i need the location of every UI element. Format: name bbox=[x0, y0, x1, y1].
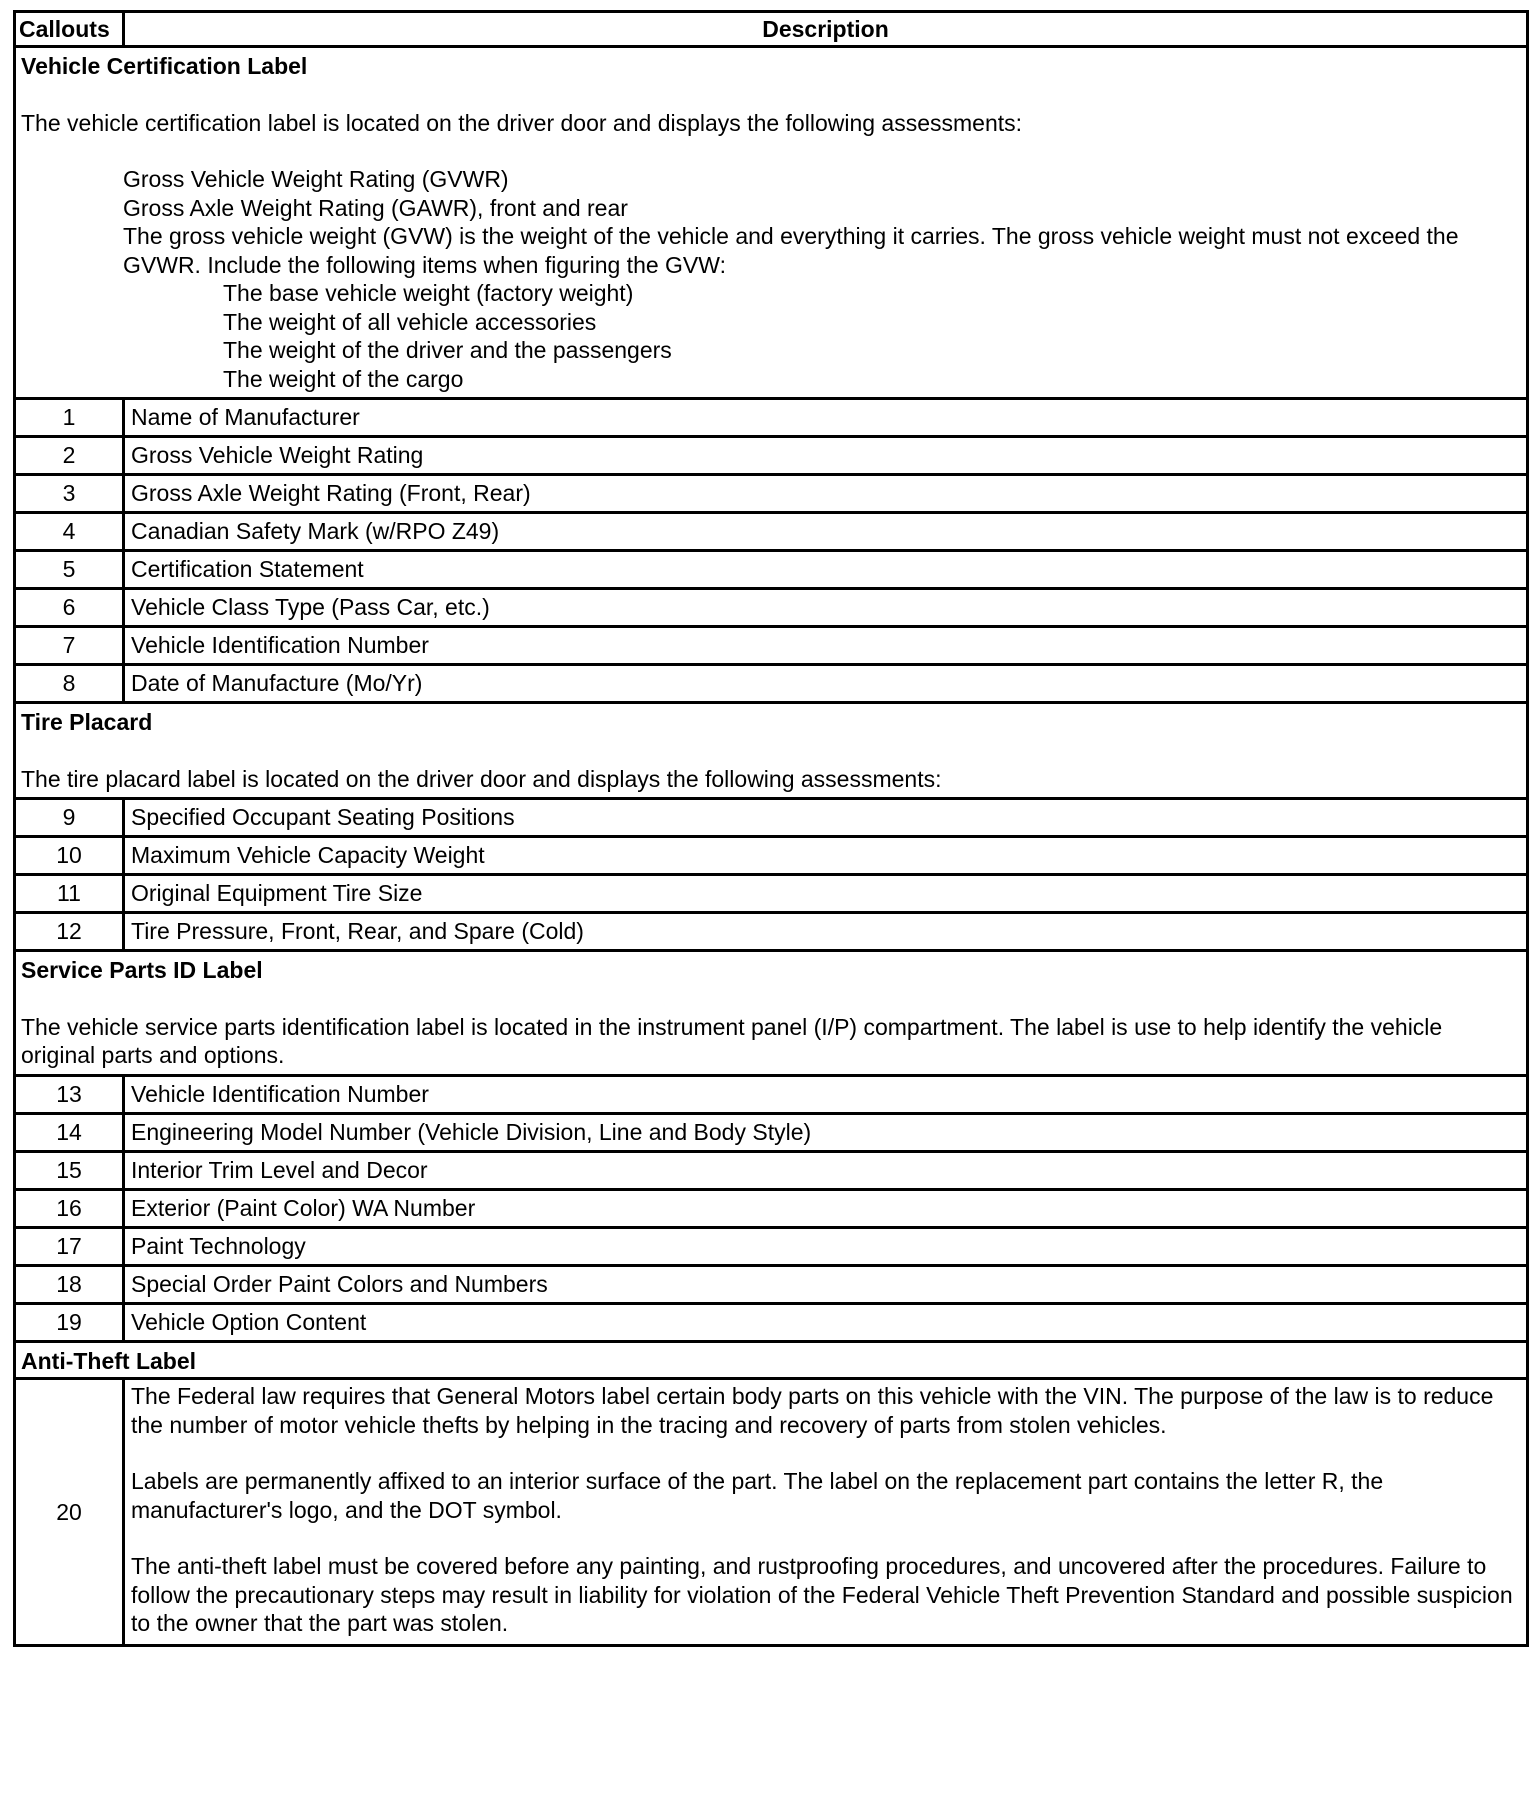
anti-theft-paragraph: The anti-theft label must be covered before any painting, and rustproofing procedures, and uncovered after the procedures. Failure to follow the precautionary steps may result in liability for violation of the Federal Vehicle Theft Prevention Standard and possible suspicion to the owner that the part was stolen. bbox=[131, 1553, 1513, 1636]
callout-number: 18 bbox=[15, 1265, 124, 1303]
assessment-list bbox=[21, 165, 1522, 279]
sublist-item: The base vehicle weight (factory weight) bbox=[223, 280, 634, 306]
callout-description: Specified Occupant Seating Positions bbox=[124, 799, 1528, 837]
section-row-anti-theft bbox=[15, 1341, 1528, 1379]
callout-table bbox=[13, 10, 1529, 1647]
table-row bbox=[15, 1303, 1528, 1341]
anti-theft-paragraph: The Federal law requires that General Motors label certain body parts on this vehicle with the VIN. The purpose of the law is to reduce the number of motor vehicle thefts by helping in the tracing and recovery of parts from stolen vehicles. bbox=[131, 1383, 1494, 1438]
table-row bbox=[15, 399, 1528, 437]
callout-number: 14 bbox=[15, 1113, 124, 1151]
callout-description: Vehicle Identification Number bbox=[124, 627, 1528, 665]
callout-description: Date of Manufacture (Mo/Yr) bbox=[124, 665, 1528, 703]
callout-number: 4 bbox=[15, 513, 124, 551]
section-cell-anti-theft bbox=[15, 1341, 1528, 1379]
table-row bbox=[15, 1227, 1528, 1265]
table-row bbox=[15, 665, 1528, 703]
callout-description: Vehicle Option Content bbox=[124, 1303, 1528, 1341]
table-row bbox=[15, 1113, 1528, 1151]
callout-number: 12 bbox=[15, 913, 124, 951]
table-row bbox=[15, 1379, 1528, 1646]
callout-description: Vehicle Class Type (Pass Car, etc.) bbox=[124, 589, 1528, 627]
section-title: Service Parts ID Label bbox=[21, 957, 263, 983]
callout-number: 7 bbox=[15, 627, 124, 665]
table-row bbox=[15, 799, 1528, 837]
callout-description: Special Order Paint Colors and Numbers bbox=[124, 1265, 1528, 1303]
table-row bbox=[15, 1265, 1528, 1303]
section-title: Anti-Theft Label bbox=[21, 1347, 197, 1374]
callout-description: Maximum Vehicle Capacity Weight bbox=[124, 837, 1528, 875]
callout-description: Vehicle Identification Number bbox=[124, 1075, 1528, 1113]
callout-description: Paint Technology bbox=[124, 1227, 1528, 1265]
gvw-sublist bbox=[21, 279, 1522, 393]
callout-number: 3 bbox=[15, 475, 124, 513]
list-item: Gross Axle Weight Rating (GAWR), front and rear bbox=[123, 194, 628, 221]
callout-description: Tire Pressure, Front, Rear, and Spare (Cold) bbox=[124, 913, 1528, 951]
section-title: Vehicle Certification Label bbox=[21, 53, 308, 79]
callout-number: 16 bbox=[15, 1189, 124, 1227]
callout-description: Original Equipment Tire Size bbox=[124, 875, 1528, 913]
section-row-tire-placard bbox=[15, 703, 1528, 799]
table-row bbox=[15, 1189, 1528, 1227]
callout-description: Gross Axle Weight Rating (Front, Rear) bbox=[124, 475, 1528, 513]
callout-number: 10 bbox=[15, 837, 124, 875]
table-row bbox=[15, 1151, 1528, 1189]
callout-description: Name of Manufacturer bbox=[124, 399, 1528, 437]
table-row bbox=[15, 513, 1528, 551]
callout-number: 1 bbox=[15, 399, 124, 437]
callout-number: 13 bbox=[15, 1075, 124, 1113]
section-row-vehicle-certification bbox=[15, 47, 1528, 399]
column-header-description: Description bbox=[124, 12, 1528, 47]
section-cell-service-parts bbox=[15, 951, 1528, 1076]
table-row bbox=[15, 627, 1528, 665]
sublist-item: The weight of the cargo bbox=[223, 365, 464, 392]
callout-number: 20 bbox=[15, 1379, 124, 1646]
section-cell-tire-placard bbox=[15, 703, 1528, 799]
section-cell-vehicle-certification bbox=[15, 47, 1528, 399]
table-row bbox=[15, 589, 1528, 627]
callout-table-container bbox=[13, 10, 1529, 1647]
table-row bbox=[15, 837, 1528, 875]
table-row bbox=[15, 551, 1528, 589]
sublist-item: The weight of all vehicle accessories bbox=[223, 308, 597, 335]
section-row-service-parts bbox=[15, 951, 1528, 1076]
table-row bbox=[15, 437, 1528, 475]
callout-description: Gross Vehicle Weight Rating bbox=[124, 437, 1528, 475]
callout-description: Exterior (Paint Color) WA Number bbox=[124, 1189, 1528, 1227]
anti-theft-paragraph: Labels are permanently affixed to an interior surface of the part. The label on the replacement part contains the letter R, the manufacturer's logo, and the DOT symbol. bbox=[131, 1468, 1384, 1523]
section-intro: The vehicle certification label is located on the driver door and displays the following assessments: bbox=[21, 109, 1023, 136]
callout-description: Canadian Safety Mark (w/RPO Z49) bbox=[124, 513, 1528, 551]
callout-number: 19 bbox=[15, 1303, 124, 1341]
list-item: The gross vehicle weight (GVW) is the weight of the vehicle and everything it carries. The gross vehicle weight must not exceed the GVWR. Include the following items when figuring the GVW: bbox=[123, 223, 1459, 278]
callout-number: 15 bbox=[15, 1151, 124, 1189]
section-intro: The tire placard label is located on the driver door and displays the following assessments: bbox=[21, 765, 942, 792]
column-header-callouts: Callouts bbox=[15, 12, 124, 47]
section-title: Tire Placard bbox=[21, 709, 153, 735]
callout-description: Engineering Model Number (Vehicle Division, Line and Body Style) bbox=[124, 1113, 1528, 1151]
callout-description: Interior Trim Level and Decor bbox=[124, 1151, 1528, 1189]
callout-number: 5 bbox=[15, 551, 124, 589]
callout-number: 6 bbox=[15, 589, 124, 627]
list-item: Gross Vehicle Weight Rating (GVWR) bbox=[123, 166, 509, 192]
callout-number: 2 bbox=[15, 437, 124, 475]
table-row bbox=[15, 913, 1528, 951]
table-row bbox=[15, 1075, 1528, 1113]
table-row bbox=[15, 475, 1528, 513]
callout-number: 11 bbox=[15, 875, 124, 913]
table-header-row bbox=[15, 12, 1528, 47]
section-intro: The vehicle service parts identification label is located in the instrument panel (I/P) compartment. The label is use to help identify the vehicle original parts and options. bbox=[21, 1013, 1443, 1068]
sublist-item: The weight of the driver and the passengers bbox=[223, 337, 672, 363]
callout-description: Certification Statement bbox=[124, 551, 1528, 589]
table-row bbox=[15, 875, 1528, 913]
callout-number: 8 bbox=[15, 665, 124, 703]
callout-number: 9 bbox=[15, 799, 124, 837]
callout-description bbox=[124, 1379, 1528, 1646]
callout-number: 17 bbox=[15, 1227, 124, 1265]
